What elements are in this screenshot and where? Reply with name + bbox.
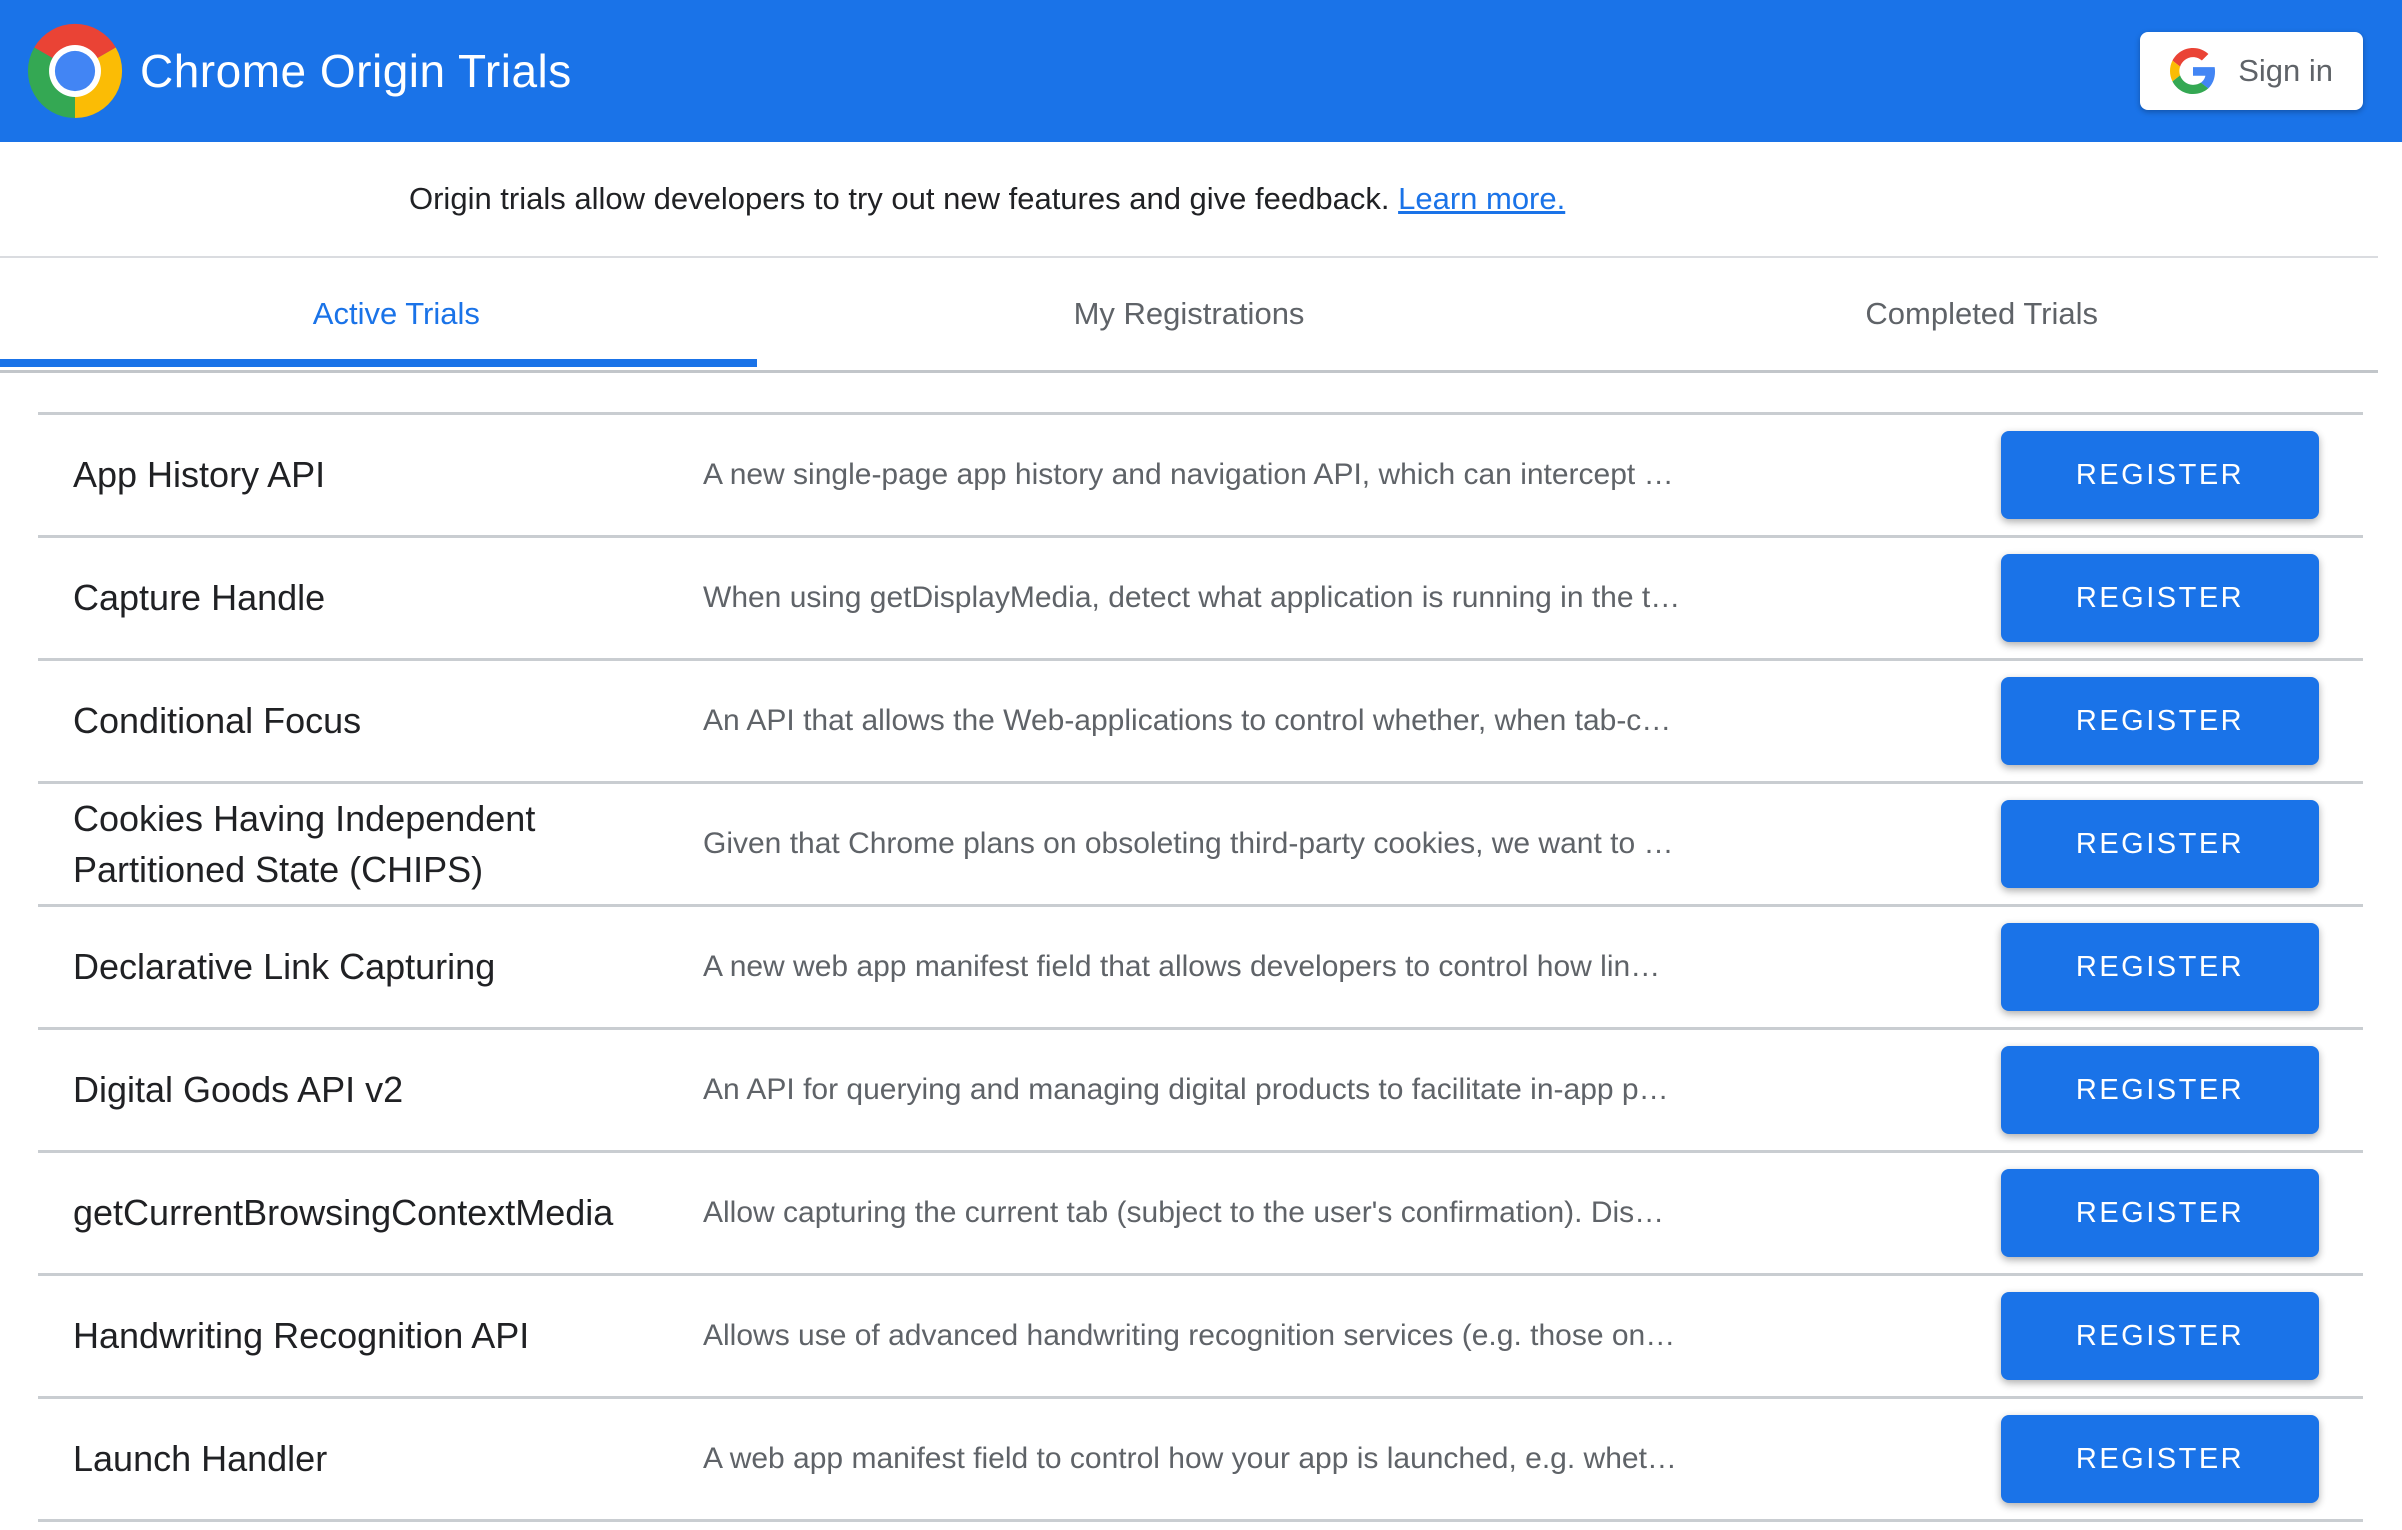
- trial-row: [38, 907, 2363, 1030]
- trial-name: Declarative Link Capturing: [73, 946, 496, 988]
- content-area: [0, 412, 2402, 1522]
- trial-name: Launch Handler: [73, 1438, 328, 1480]
- trial-row: [38, 1276, 2363, 1399]
- trial-list: [38, 412, 2363, 1522]
- sign-in-label: Sign in: [2238, 53, 2333, 88]
- chrome-logo-icon: [26, 22, 124, 120]
- trial-row: [38, 1399, 2363, 1522]
- tab-completed-trials[interactable]: Completed Trials: [1865, 296, 2098, 331]
- register-button[interactable]: REGISTER: [2001, 1292, 2319, 1380]
- trial-row: [38, 661, 2363, 784]
- google-icon: [2170, 48, 2216, 94]
- trial-row: [38, 1030, 2363, 1153]
- register-button[interactable]: REGISTER: [2001, 800, 2319, 888]
- trial-row: [38, 784, 2363, 907]
- tab-bar: [0, 258, 2378, 373]
- trial-description: A new single-page app history and navigation API, which can intercept …: [703, 458, 1674, 491]
- tab-my-registrations[interactable]: My Registrations: [1073, 296, 1305, 331]
- trial-name: getCurrentBrowsingContextMedia: [73, 1192, 614, 1234]
- page-title: Chrome Origin Trials: [140, 45, 572, 97]
- trial-description: Allow capturing the current tab (subject to the user's confirmation). Dis…: [703, 1196, 1665, 1229]
- trial-row: [38, 1153, 2363, 1276]
- register-button[interactable]: REGISTER: [2001, 1046, 2319, 1134]
- trial-name: Cookies Having Independent Partitioned State (CHIPS): [73, 797, 536, 890]
- trial-description: A new web app manifest field that allows developers to control how lin…: [703, 950, 1661, 983]
- trial-description: A web app manifest field to control how your app is launched, e.g. whet…: [703, 1442, 1677, 1475]
- trial-description: Allows use of advanced handwriting recognition services (e.g. those on…: [703, 1319, 1676, 1352]
- banner-message: Origin trials allow developers to try out new features and give feedback.: [409, 181, 1390, 216]
- register-button[interactable]: REGISTER: [2001, 923, 2319, 1011]
- trial-description: Given that Chrome plans on obsoleting third-party cookies, we want to …: [703, 827, 1674, 860]
- register-button[interactable]: REGISTER: [2001, 431, 2319, 519]
- tab-active-trials[interactable]: Active Trials: [0, 258, 793, 370]
- trial-row: [38, 538, 2363, 661]
- register-button[interactable]: REGISTER: [2001, 1169, 2319, 1257]
- trial-row: [38, 415, 2363, 538]
- trial-description: An API for querying and managing digital products to facilitate in-app p…: [703, 1073, 1669, 1106]
- trial-name: Digital Goods API v2: [73, 1069, 404, 1111]
- trial-name: Conditional Focus: [73, 700, 362, 742]
- trial-name: Capture Handle: [73, 577, 326, 619]
- trial-name: Handwriting Recognition API: [73, 1315, 530, 1357]
- trial-description: An API that allows the Web-applications to control whether, when tab-c…: [703, 704, 1672, 737]
- app-header: [0, 0, 2402, 142]
- register-button[interactable]: REGISTER: [2001, 554, 2319, 642]
- trial-name: App History API: [73, 454, 326, 496]
- register-button[interactable]: REGISTER: [2001, 677, 2319, 765]
- intro-banner: [0, 142, 2378, 258]
- register-button[interactable]: REGISTER: [2001, 1415, 2319, 1503]
- sign-in-button[interactable]: [2140, 32, 2363, 110]
- banner-text: [409, 181, 1565, 217]
- trial-description: When using getDisplayMedia, detect what application is running in the t…: [703, 581, 1681, 614]
- learn-more-link[interactable]: Learn more.: [1398, 181, 1566, 216]
